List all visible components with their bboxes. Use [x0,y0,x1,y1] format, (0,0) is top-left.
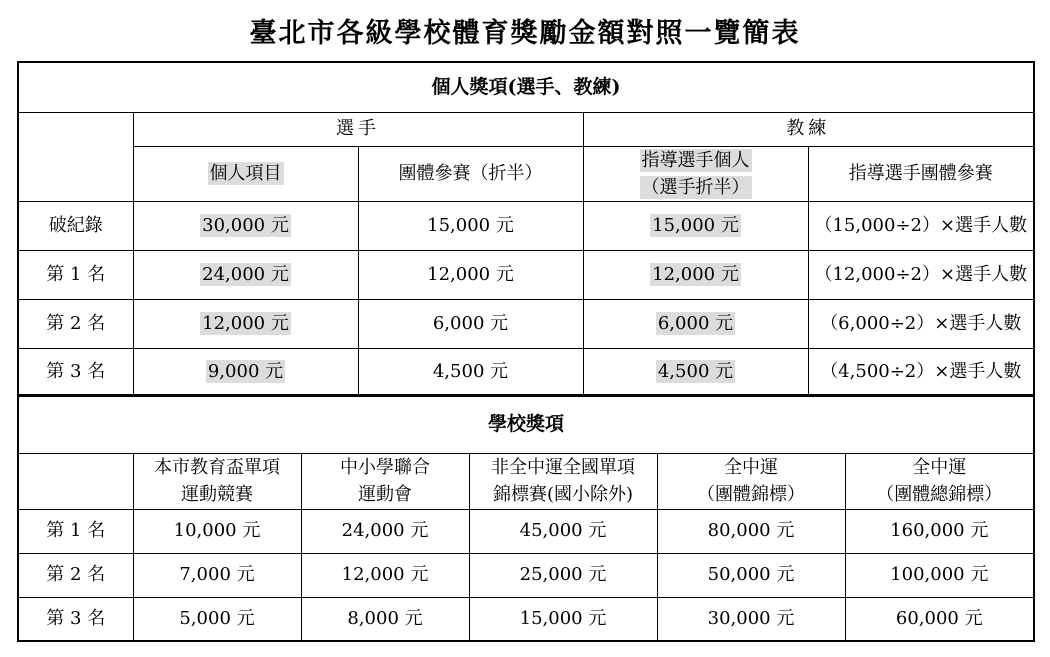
value-text: 12,000 元 [202,312,289,334]
header-line1: 全中運 [912,457,967,478]
corner-cell [18,453,133,509]
value-cell: 60,000 元 [845,597,1034,641]
school-section-title: 學校獎項 [18,395,1034,453]
header-line1: 中小學聯合 [340,457,430,478]
value-cell: 4,500 元 [358,348,583,396]
value-cell: 12,000 元 [301,553,469,597]
value-text: 30,000 元 [202,214,289,236]
table-row [18,553,1034,597]
individual-awards-table [17,61,1035,397]
value-cell [133,250,358,299]
value-cell: 80,000 元 [657,509,845,553]
header-line1: 全中運 [724,457,778,478]
value-cell: （6,000÷2）×選手人數 [808,299,1034,348]
value-text: 6,000 元 [657,312,734,334]
row-label: 第 3 名 [18,597,133,641]
value-cell: （15,000÷2）×選手人數 [808,201,1034,250]
value-cell: 45,000 元 [469,509,657,553]
value-cell: 24,000 元 [301,509,469,553]
value-cell: 25,000 元 [469,553,657,597]
col-header-coach-individual [583,146,808,201]
header-line2: （團體錦標） [697,484,805,505]
school-col-header [469,453,657,509]
row-label: 第 2 名 [18,553,133,597]
school-awards-table [17,394,1035,642]
value-text: 4,500 元 [657,360,734,382]
school-col-header [657,453,845,509]
value-cell [133,201,358,250]
table-row [18,509,1034,553]
school-col-header [845,453,1034,509]
value-cell: 5,000 元 [133,597,301,641]
value-cell: 12,000 元 [358,250,583,299]
row-label: 第 1 名 [18,250,133,299]
header-line2: 錦標賽(國小除外) [492,484,634,505]
value-cell: 8,000 元 [301,597,469,641]
value-cell: 7,000 元 [133,553,301,597]
value-cell: 30,000 元 [657,597,845,641]
header-line1: 非全中運全國單項 [491,457,635,478]
value-cell: （12,000÷2）×選手人數 [808,250,1034,299]
value-cell: 10,000 元 [133,509,301,553]
row-label: 第 1 名 [18,509,133,553]
value-cell: 100,000 元 [845,553,1034,597]
player-group-header: 選手 [133,112,583,146]
header-line2: （團體總錦標） [876,484,1003,505]
value-text: 9,000 元 [207,360,284,382]
row-label: 第 2 名 [18,299,133,348]
col-header-coach-team: 指導選手團體參賽 [808,146,1034,201]
col-header-coach-individual-line2: （選手折半） [641,176,750,198]
table-row [18,299,1034,348]
header-line1: 本市教育盃單項 [154,457,280,478]
header-line2: 運動會 [358,484,412,505]
document-title: 臺北市各級學校體育獎勵金額對照一覽簡表 [249,18,801,49]
value-cell: 50,000 元 [657,553,845,597]
value-text: 15,000 元 [652,214,739,236]
school-col-header [133,453,301,509]
coach-group-header: 教練 [583,112,1034,146]
corner-cell [18,112,133,201]
value-cell: 15,000 元 [469,597,657,641]
value-cell: 15,000 元 [358,201,583,250]
table-row [18,250,1034,299]
row-label: 第 3 名 [18,348,133,396]
value-cell: 6,000 元 [358,299,583,348]
col-header-player-individual-text: 個人項目 [209,162,282,184]
value-cell: 160,000 元 [845,509,1034,553]
value-text: 24,000 元 [202,263,289,285]
col-header-player-team: 團體參賽（折半） [358,146,583,201]
table-row [18,201,1034,250]
table-row [18,348,1034,396]
value-cell [583,250,808,299]
header-line2: 運動競賽 [181,484,253,505]
value-text: 12,000 元 [652,263,739,285]
value-cell [133,348,358,396]
value-cell [133,299,358,348]
school-col-header [301,453,469,509]
col-header-coach-individual-line1: 指導選手個人 [641,149,750,171]
row-label: 破紀錄 [18,201,133,250]
table-row [18,597,1034,641]
value-cell [583,299,808,348]
value-cell: （4,500÷2）×選手人數 [808,348,1034,396]
col-header-player-individual [133,146,358,201]
value-cell [583,201,808,250]
individual-section-title: 個人獎項(選手、教練) [18,62,1034,112]
value-cell [583,348,808,396]
